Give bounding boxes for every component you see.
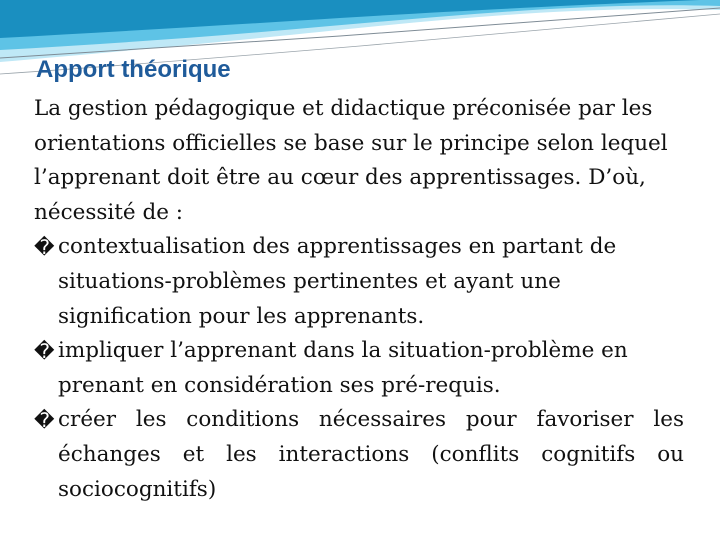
bullet-text: impliquer l’apprenant dans la situation-problème en prenant en considération ses pré-requis. (58, 338, 628, 398)
intro-paragraph: La gestion pédagogique et didactique préconisée par les orientations officielles se base sur le principe selon lequel l’apprenant doit être au cœur des apprentissages. D’où, nécessité de : (34, 96, 668, 225)
bullet-item (34, 334, 684, 403)
bullet-marker-icon: � (34, 408, 55, 433)
bullet-text: contextualisation des apprentissages en partant de situations-problèmes pertinentes et ayant une signification pour les apprenants. (58, 234, 617, 329)
slide-body (34, 92, 684, 507)
bullet-marker-icon: � (34, 339, 55, 364)
bullet-item (34, 403, 684, 507)
slide-title: Apport théorique (36, 56, 231, 83)
bullet-text: créer les conditions nécessaires pour favoriser les échanges et les interactions (conflits cognitifs ou sociocognitifs) (58, 407, 684, 502)
bullet-list (34, 230, 684, 507)
bullet-marker-icon: � (34, 235, 55, 260)
bullet-item (34, 230, 684, 334)
